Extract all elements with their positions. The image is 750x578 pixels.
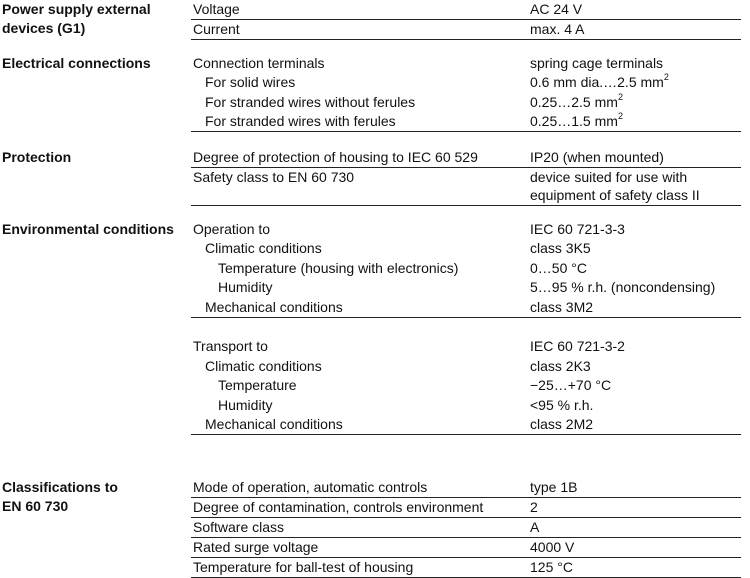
table-row — [191, 498, 741, 518]
row-label: Mode of operation, automatic controls — [193, 479, 428, 495]
table-row — [191, 220, 741, 239]
row-value — [530, 168, 700, 204]
row-value: 0…50 °C — [530, 260, 587, 276]
table-row — [191, 278, 741, 297]
row-value: IEC 60 721-3-3 — [530, 221, 625, 237]
row-value — [530, 73, 669, 92]
row-label: Degree of contamination, controls environment — [193, 499, 484, 515]
table-row — [191, 112, 741, 132]
row-value: 5…95 % r.h. (noncondensing) — [530, 279, 716, 295]
row-label: Temperature (housing with electronics) — [218, 260, 459, 276]
table-row — [191, 357, 741, 376]
superscript: 2 — [617, 111, 623, 122]
table-row — [191, 376, 741, 395]
row-value — [530, 93, 623, 112]
table-row — [191, 54, 741, 73]
section-title-electrical: Electrical connections — [2, 55, 151, 71]
row-label: Transport to — [193, 338, 268, 354]
superscript: 2 — [617, 92, 623, 103]
section-title-power-supply-line2: devices (G1) — [2, 20, 86, 36]
row-value: 4000 V — [530, 539, 575, 555]
table-row — [191, 0, 741, 20]
value-text: 0.25…1.5 mm — [530, 113, 618, 129]
row-label: Rated surge voltage — [193, 539, 319, 555]
row-label: Climatic conditions — [205, 358, 322, 374]
section-title-classifications-line1: Classifications to — [2, 479, 118, 495]
row-label: For stranded wires without ferules — [205, 94, 416, 110]
row-label: Connection terminals — [193, 55, 325, 71]
row-value: max. 4 A — [530, 21, 585, 37]
value-text: 0.25…2.5 mm — [530, 94, 618, 110]
section-title-classifications-line2: EN 60 730 — [2, 498, 69, 514]
table-row — [191, 415, 741, 435]
row-label: Voltage — [193, 1, 240, 17]
row-value — [530, 112, 623, 131]
row-label: Mechanical conditions — [205, 299, 343, 315]
section-title-power-supply — [2, 0, 151, 38]
row-label: Operation to — [193, 221, 271, 237]
row-label: Safety class to EN 60 730 — [193, 169, 355, 185]
value-line-2: equipment of safety class II — [530, 187, 700, 203]
table-row — [191, 478, 741, 498]
value-line-1: device suited for use with — [530, 169, 688, 185]
row-label: Humidity — [218, 279, 273, 295]
row-label: Degree of protection of housing to IEC 60 529 — [193, 149, 478, 165]
row-label: Temperature for ball-test of housing — [193, 559, 414, 575]
table-row — [191, 148, 741, 168]
table-row — [191, 298, 741, 318]
table-row — [191, 259, 741, 278]
table-row — [191, 239, 741, 258]
row-label: For stranded wires with ferules — [205, 113, 396, 129]
section-title-protection: Protection — [2, 149, 72, 165]
row-label: Software class — [193, 519, 285, 535]
row-value: type 1B — [530, 479, 578, 495]
row-value: AC 24 V — [530, 1, 583, 17]
table-row — [191, 93, 741, 112]
row-value: A — [530, 519, 540, 535]
row-label: Climatic conditions — [205, 240, 322, 256]
row-value: 2 — [530, 499, 538, 515]
table-row — [191, 518, 741, 538]
row-value: <95 % r.h. — [530, 397, 594, 413]
table-row — [191, 168, 741, 206]
table-row — [191, 20, 741, 40]
section-title-environmental: Environmental conditions — [2, 221, 174, 237]
section-title-classifications — [2, 478, 118, 516]
row-value: IP20 (when mounted) — [530, 149, 664, 165]
superscript: 2 — [663, 72, 669, 83]
row-value: spring cage terminals — [530, 55, 664, 71]
row-label: Humidity — [218, 397, 273, 413]
row-value: class 3M2 — [530, 299, 594, 315]
value-text: 0.6 mm dia.…2.5 mm — [530, 74, 664, 90]
row-value: class 2K3 — [530, 358, 591, 374]
row-value: class 2M2 — [530, 416, 594, 432]
table-row — [191, 396, 741, 415]
row-value: 125 °C — [530, 559, 573, 575]
row-label: Temperature — [218, 377, 297, 393]
row-label: For solid wires — [205, 74, 296, 90]
row-value: class 3K5 — [530, 240, 591, 256]
table-row — [191, 337, 741, 356]
section-title-power-supply-line1: Power supply external — [2, 1, 151, 17]
table-row — [191, 558, 741, 578]
row-label: Current — [193, 21, 240, 37]
row-value: −25…+70 °C — [530, 377, 612, 393]
row-label: Mechanical conditions — [205, 416, 343, 432]
table-row — [191, 73, 741, 92]
row-value: IEC 60 721-3-2 — [530, 338, 625, 354]
table-row — [191, 538, 741, 558]
